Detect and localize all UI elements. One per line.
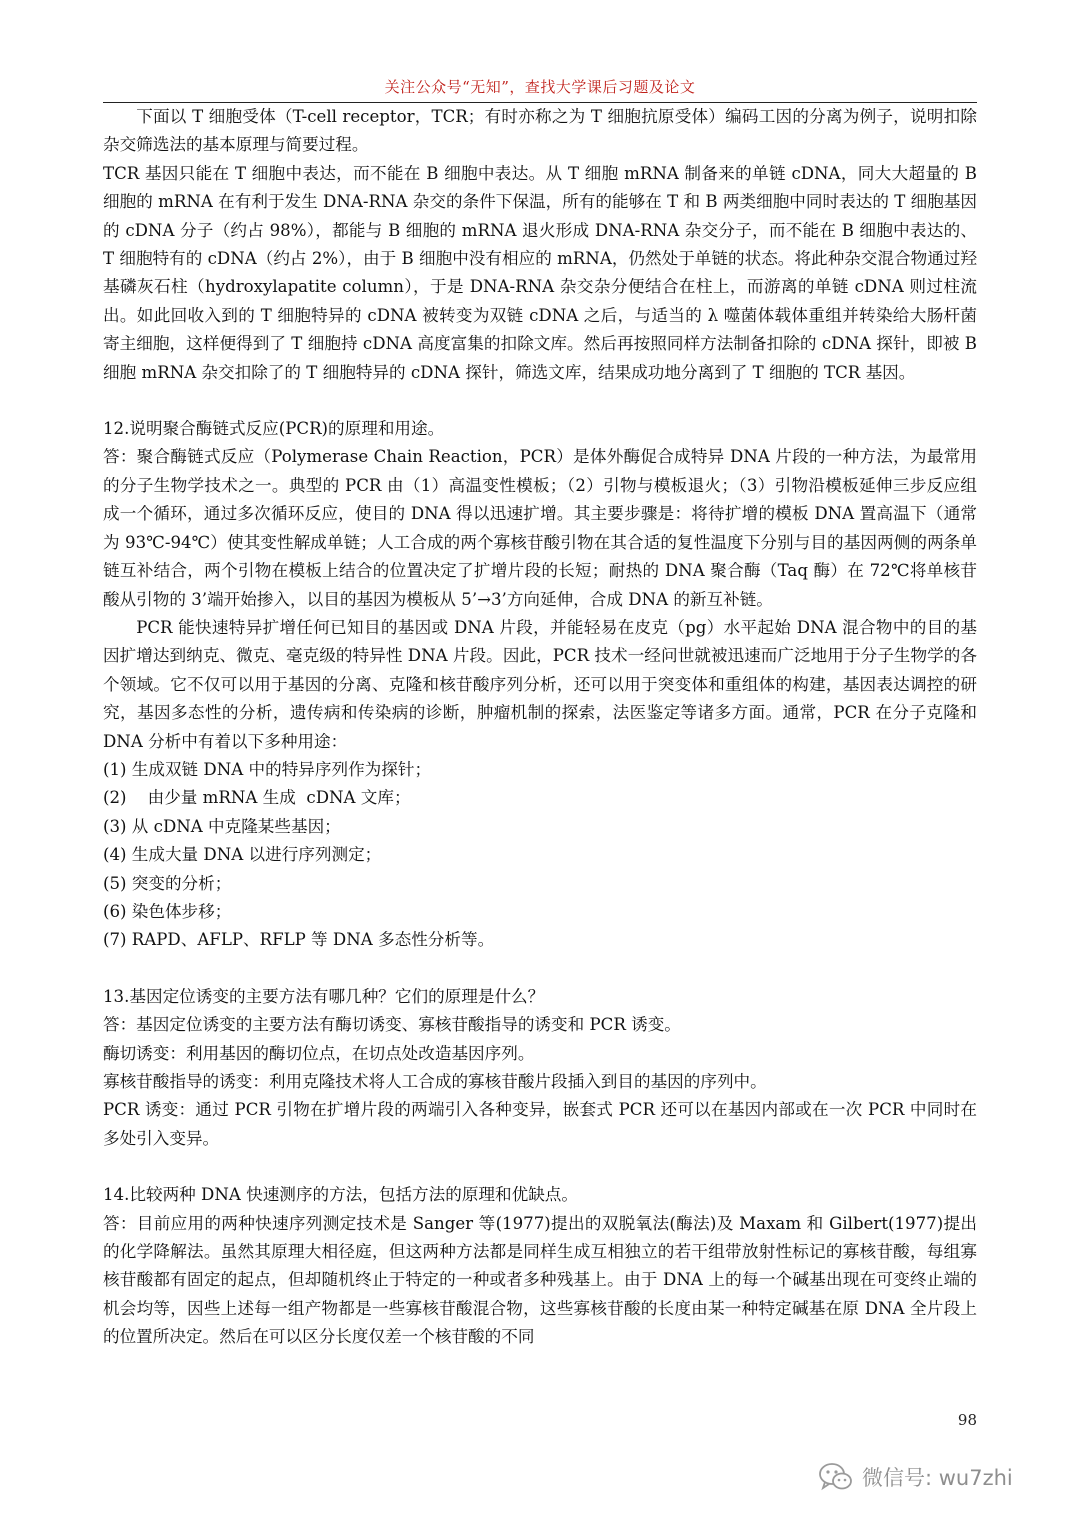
question-14-title: 14.比较两种 DNA 快速测序的方法，包括方法的原理和优缺点。 (103, 1185, 578, 1205)
question-13-title: 13.基因定位诱变的主要方法有哪几种？它们的原理是什么？ (103, 986, 545, 1006)
page-number: 98 (957, 1411, 977, 1429)
watermark (818, 1462, 1058, 1492)
intro-paragraph-1: 下面以 T 细胞受体（T-cell receptor，TCR；有时亦称之为 T 细胞抗原受体）编码工因的分离为例子，说明扣除杂交筛选法的基本原理与简要过程。 (103, 107, 977, 155)
page-header (103, 74, 977, 103)
use-item: (4) 生成大量 DNA 以进行序列测定； (103, 845, 382, 865)
question-13-answer: 答：基因定位诱变的主要方法有酶切诱变、寡核苷酸指导的诱变和 PCR 诱变。 (103, 1015, 681, 1035)
question-12-title: 12.说明聚合酶链式反应(PCR)的原理和用途。 (103, 419, 445, 439)
question-12-answer: 答：聚合酶链式反应（Polymerase Chain Reaction，PCR）是体外酶促合成特异 DNA 片段的一种方法，为最常用的分子生物学技术之一。典型的 PCR 由（1）高温变性模板；（2）引物与模板退火；（3）引物沿模板延伸三步反应组成一个循环，通过多次循环反应，使目的 DNA 得以迅速扩增。其主要步骤是：将待扩增的模板 DNA 置高温下（通常为 93℃-94℃）使其变性解成单链；人工合成的两个寡核苷酸引物在其合适的复性温度下分别与目的基因两侧的两条单链互补结合，两个引物在模板上结合的位置决定了扩增片段的长短；耐热的 DNA 聚合酶（Taq 酶）在 72℃将单核苷酸从引物的 3’端开始掺入，以目的基因为模板从 5’→3’方向延伸，合成 DNA 的新互补链。 (103, 447, 977, 609)
question-13-paragraph-1: 酶切诱变：利用基因的酶切位点，在切点处改造基因序列。 (103, 1043, 535, 1063)
question-12-paragraph-2: PCR 能快速特异扩增任何已知目的基因或 DNA 片段，并能轻易在皮克（pg）水平起始 DNA 混合物中的目的基因扩增达到纳克、微克、毫克级的特异性 DNA 片段。因此，PCR 技术一经问世就被迅速而广泛地用于分子生物学的各个领域。它不仅可以用于基因的分离、克隆和核苷酸序列分析，还可以用于突变体和重组体的构建，基因表达调控的研究，基因多态性的分析，遗传病和传染病的诊断，肿瘤机制的探索，法医鉴定等诸多方面。通常，PCR 在分子克隆和 DNA 分析中有着以下多种用途： (103, 617, 977, 751)
section-gap (103, 387, 977, 415)
header-text: 关注公众号“无知”，查找大学课后习题及论文 (384, 78, 696, 96)
use-item: (7) RAPD、AFLP、RFLP 等 DNA 多态性分析等。 (103, 930, 495, 950)
intro-paragraph-2: TCR 基因只能在 T 细胞中表达，而不能在 B 细胞中表达。从 T 细胞 mRNA 制备来的单链 cDNA，同大大超量的 B 细胞的 mRNA 在有利于发生 DNA-RNA 杂交的条件下保温，所有的能够在 T 和 B 两类细胞中同时表达的 T 细胞基因的 cDNA 分子（约占 98%），都能与 B 细胞的 mRNA 退火形成 DNA-RNA 杂交分子，而不能在 B 细胞中表达的、T 细胞特有的 cDNA（约占 2%），由于 B 细胞中没有相应的 mRNA，仍然处于单链的状态。将此种杂交混合物通过羟基磷灰石柱（hydroxylapatite column），于是 DNA-RNA 杂交杂分便结合在柱上，而游离的单链 cDNA 则过柱流出。如此回收入到的 T 细胞特异的 cDNA 被转变为双链 cDNA 之后，与适当的 λ 噬菌体载体重组并转染给大肠杆菌寄主细胞，这样便得到了 T 细胞持 cDNA 高度富集的扣除文库。然后再按照同样方法制备扣除的 cDNA 探针，即被 B 细胞 mRNA 杂交扣除了的 T 细胞特异的 cDNA 探针，筛选文库，结果成功地分离到了 T 细胞的 TCR 基因。 (103, 163, 977, 382)
question-13-paragraph-3: PCR 诱变：通过 PCR 引物在扩增片段的两端引入各种变异，嵌套式 PCR 还可以在基因内部或在一次 PCR 中同时在多处引入变异。 (103, 1100, 977, 1148)
document-body (103, 103, 977, 1352)
section-gap (103, 955, 977, 983)
use-item: (3) 从 cDNA 中克隆某些基因； (103, 816, 341, 836)
section-gap (103, 1153, 977, 1181)
question-14-answer: 答：目前应用的两种快速序列测定技术是 Sanger 等(1977)提出的双脱氧法(酶法)及 Maxam 和 Gilbert(1977)提出的化学降解法。虽然其原理大相径庭，但这两种方法都是同样生成互相独立的若干组带放射性标记的寡核苷酸，每组寡核苷酸都有固定的起点，但却随机终止于特定的一种或者多种残基上。由于 DNA 上的每一个碱基出现在可变终止端的机会均等，因些上述每一组产物都是一些寡核苷酸混合物，这些寡核苷酸的长度由某一种特定碱基在原 DNA 全片段上的位置所决定。然后在可以区分长度仅差一个核苷酸的不同 (103, 1213, 977, 1347)
use-item: (1) 生成双链 DNA 中的特异序列作为探针； (103, 759, 432, 779)
use-item: (5) 突变的分析； (103, 873, 232, 893)
use-item: (6) 染色体步移； (103, 901, 232, 921)
question-13-paragraph-2: 寡核苷酸指导的诱变：利用克隆技术将人工合成的寡核苷酸片段插入到目的基因的序列中。 (103, 1072, 767, 1091)
watermark-text: 微信号: wu7zhi (862, 1466, 1013, 1490)
wechat-icon (818, 1462, 854, 1492)
use-item: (2) 由少量 mRNA 生成 cDNA 文库； (103, 788, 411, 808)
